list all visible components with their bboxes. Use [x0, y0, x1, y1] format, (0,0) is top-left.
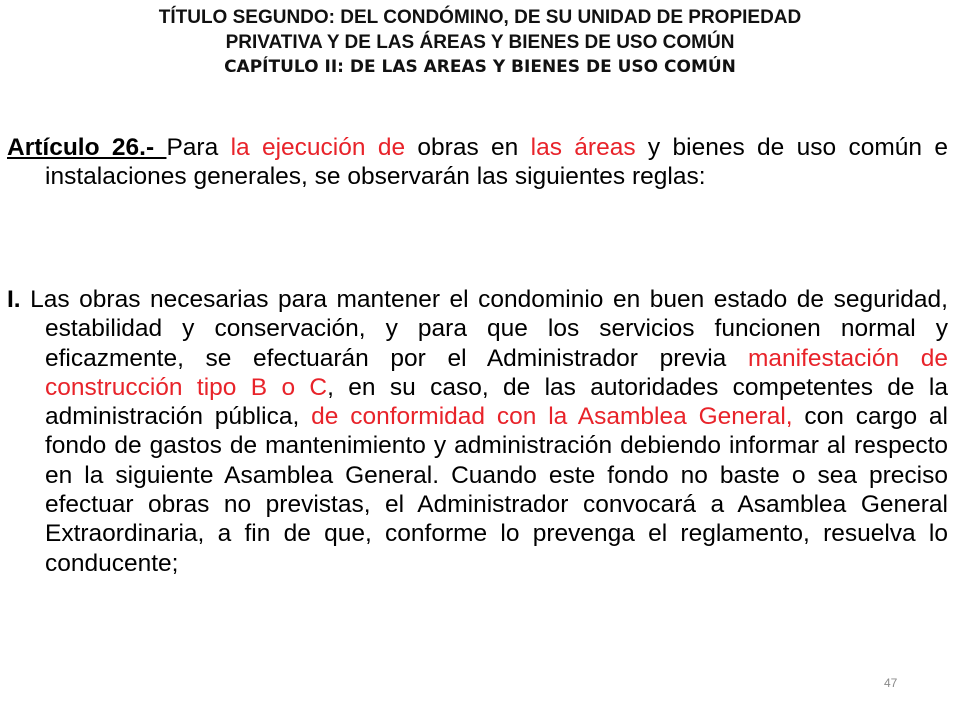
title-line-1: TÍTULO SEGUNDO: DEL CONDÓMINO, DE SU UNIDAD DE PROPIEDAD — [158, 7, 802, 28]
article-highlight: la ejecución de — [230, 134, 406, 161]
fraction-highlight: de conformidad con la Asamblea General, — [311, 403, 793, 431]
article-26-paragraph — [7, 133, 948, 192]
fraction-text: con cargo al fondo de gastos de mantenimiento y administración debiendo informar al respecto en la siguiente Asamblea General. Cuando este fondo no baste o sea preciso efectuar obras no previstas, el Administrador convocará a Asamblea General Extraordinaria, a fin de que, conforme lo prevenga el reglamento, resuelva lo conducente; — [45, 403, 948, 577]
slide-header — [0, 5, 960, 79]
article-text: Para — [166, 134, 231, 161]
fraction-text: Las obras necesarias para mantener el condominio en buen estado de seguridad, estabilidad y conservación, y para que los servicios funcionen normal y eficazmente, se efectuarán por el Administrador previa — [20, 286, 948, 372]
article-highlight: las áreas — [530, 134, 636, 161]
fraction-one-paragraph — [7, 285, 948, 578]
title-line-2: PRIVATIVA Y DE LAS ÁREAS Y BIENES DE USO COMÚN — [225, 32, 735, 53]
fraction-text: , en su caso, de las autoridades competentes de la administración pública, — [45, 373, 948, 431]
page-number: 47 — [884, 676, 898, 690]
article-label: Artículo 26.- — [7, 134, 167, 161]
article-text: obras en — [405, 134, 531, 161]
fraction-highlight: manifestación de construcción tipo B o C — [45, 344, 948, 401]
chapter-heading: CAPÍTULO II: DE LAS AREAS Y BIENES DE USO COMÚN — [224, 57, 736, 77]
article-text: y bienes de uso común e instalaciones generales, se observarán las siguientes reglas: — [45, 134, 948, 191]
fraction-numeral: I. — [7, 286, 21, 313]
